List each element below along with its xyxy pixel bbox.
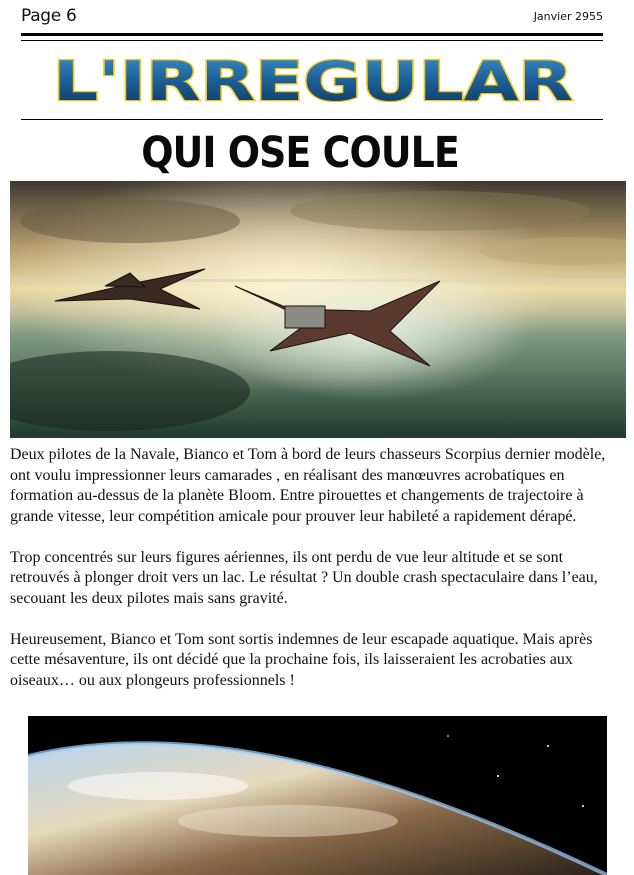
page-header (21, 6, 603, 28)
page-number: Page 6 (21, 6, 77, 26)
header-rule-top (21, 33, 603, 36)
article-photo-planet (28, 716, 607, 875)
article-body (10, 445, 626, 712)
article-photo-ships (10, 181, 626, 438)
header-rule-bottom (21, 40, 603, 41)
article-paragraph: Deux pilotes de la Navale, Bianco et Tom à bord de leurs chasseurs Scorpius dernier modèle, ont voulu impressionner leurs camarades , en réalisant des manœuvres acrobatiques en formation au-dessus de la planète Bloom. Entre pirouettes et changements de trajectoire à grande vitesse, leur compétition amicale pour prouver leur habileté a rapidement dérapé. (10, 446, 606, 525)
article-paragraph: Trop concentrés sur leurs figures aériennes, ils ont perdu de vue leur altitude et se sont retrouvés à plonger droit vers un lac. Le résultat ? Un double crash spectaculaire dans l’eau, secouant les deux pilotes mais sans gravité. (10, 548, 598, 607)
masthead-rule (21, 119, 603, 120)
masthead-title: L'IRREGULAR (53, 50, 573, 112)
article-headline: QUI OSE COULE (141, 128, 459, 178)
issue-date: Janvier 2955 (533, 10, 603, 23)
article-paragraph: Heureusement, Bianco et Tom sont sortis indemnes de leur escapade aquatique. Mais après cette mésaventure, ils ont décidé que la prochaine fois, ils laisseraient les acrobaties aux oiseaux… ou aux plongeurs professionnels ! (10, 630, 593, 689)
masthead-logo (0, 48, 634, 112)
